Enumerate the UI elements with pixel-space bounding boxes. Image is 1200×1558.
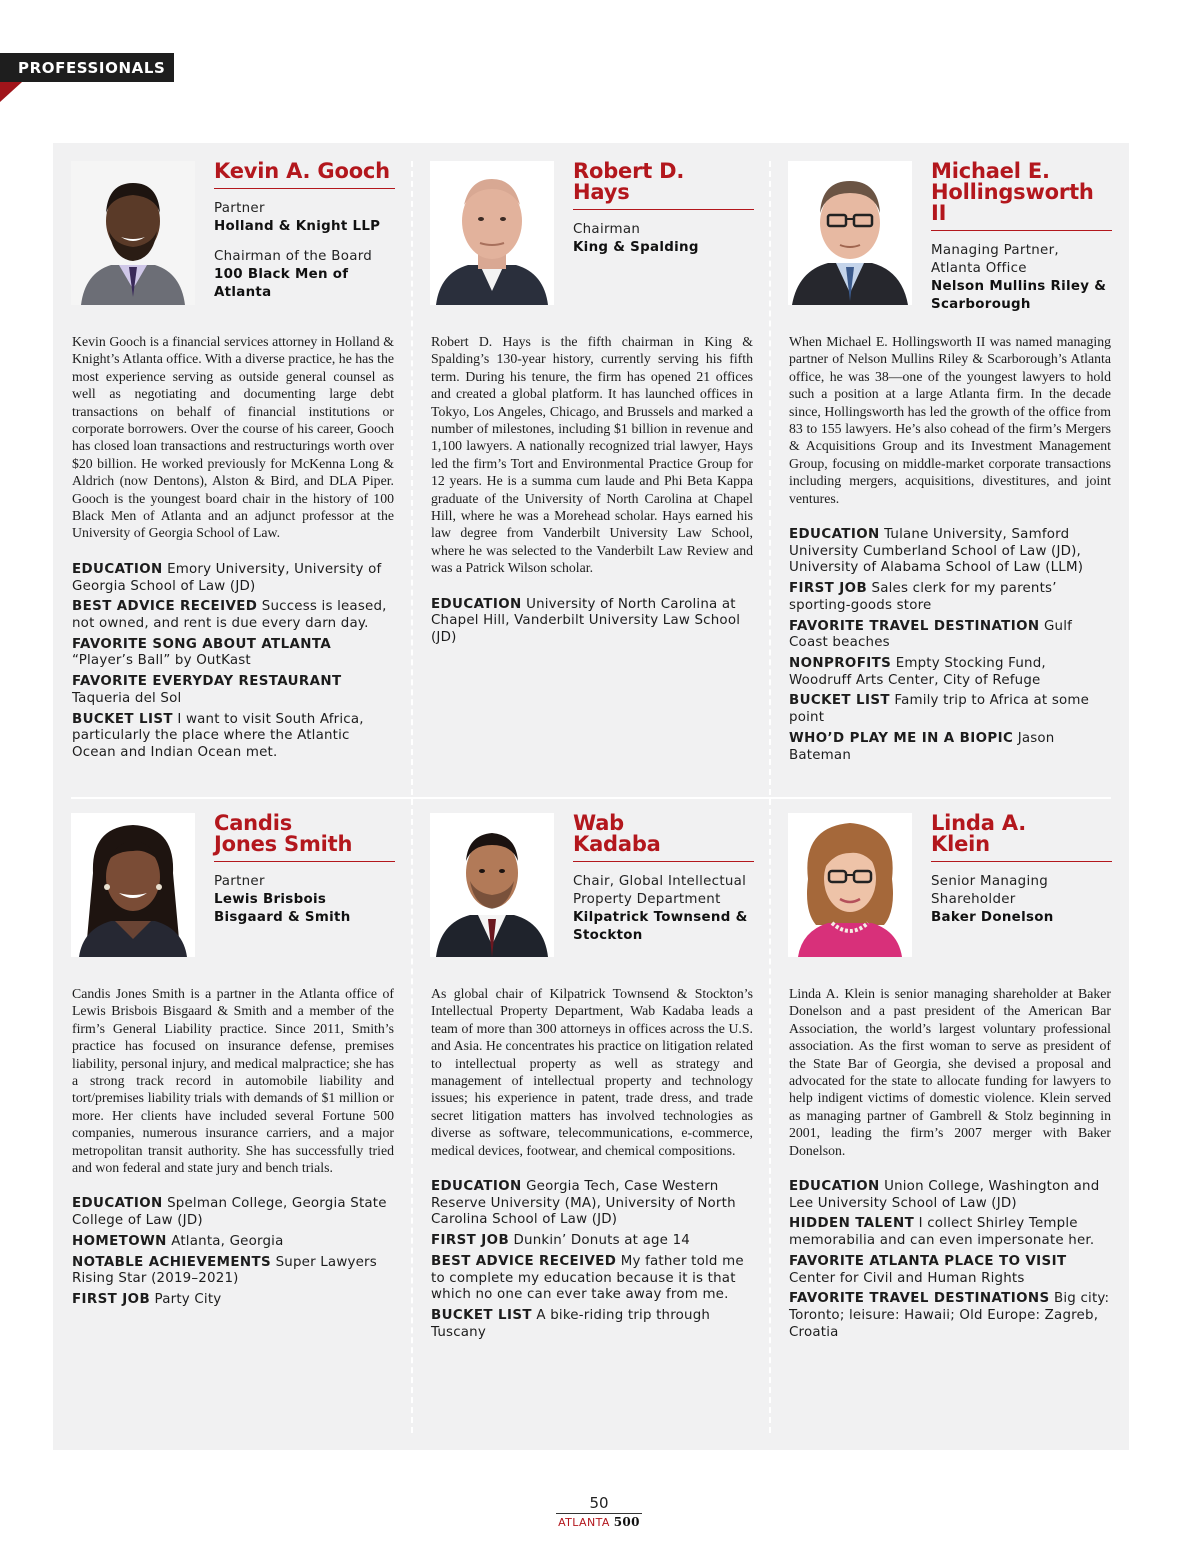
role-organization: King & Spalding [573, 240, 699, 255]
person-roles [573, 873, 754, 945]
fact-item [72, 562, 394, 595]
fact-item [72, 1234, 394, 1251]
role-organization: 100 Black Men of Atlanta [214, 267, 349, 300]
fact-value: I collect Shirley Temple memorabilia and can even impersonate her. [789, 1216, 1095, 1249]
fact-label: NONPROFITS [789, 655, 892, 671]
bio-text: When Michael E. Hollingsworth II was named managing partner of Nelson Mullins Riley & Scarborough’s Atlanta office, he was 38—one of the youngest lawyers to hold such a position at a large Atlanta firm. In the decade since, Hollingsworth has led the growth of the office from 83 to 155 lawyers. He’s also cohead of the firm’s Mergers & Acquisitions Group and its Investment Management Group, focusing on middle-market corporate transactions including mergers, acquisitions, divestitures, and joint ventures. [789, 334, 1111, 506]
fact-label: BEST ADVICE RECEIVED [431, 1253, 617, 1269]
fact-item [431, 597, 753, 647]
section-label: PROFESSIONALS [0, 53, 174, 82]
row-divider [71, 797, 1111, 799]
fact-item [72, 1255, 394, 1288]
fact-value: Dunkin’ Donuts at age 14 [513, 1233, 691, 1249]
fact-value: My father told me to complete my education because it is that which no one can ever take away from me. [431, 1253, 744, 1303]
person-name-line: Jones Smith [214, 832, 353, 856]
brand-text: ATLANTA [558, 1516, 610, 1529]
role-organization: Baker Donelson [931, 910, 1054, 925]
fact-value: Empty Stocking Fund, Woodruff Arts Center, City of Refuge [789, 655, 1046, 688]
fact-label: HOMETOWN [72, 1233, 167, 1249]
fact-item [72, 599, 394, 632]
fact-value: Union College, Washington and Lee University School of Law (JD) [789, 1179, 1100, 1211]
person-roles [931, 873, 1112, 927]
profile-bio [789, 333, 1111, 768]
profile-header [214, 813, 395, 927]
brand-number: 500 [613, 1515, 640, 1529]
headshot-photo [71, 813, 195, 957]
headshot-photo [788, 813, 912, 957]
fact-value: Big city: Toronto; leisure: Hawaii; Old Europe: Zagreb, Croatia [789, 1291, 1110, 1340]
role-title: Partner [214, 874, 265, 889]
fact-item [789, 731, 1111, 764]
fact-label: FIRST JOB [789, 581, 868, 597]
fact-value: Party City [154, 1291, 222, 1307]
fact-value: Georgia Tech, Case Western Reserve University (MA), University of North Carolina School of Law (JD) [431, 1179, 736, 1228]
role-organization: Lewis Brisbois Bisgaard & Smith [214, 892, 351, 925]
fact-item [789, 1179, 1111, 1212]
person-name-line: Wab [573, 811, 625, 835]
fact-value: Sales clerk for my parents’ sporting-goods store [789, 581, 1057, 613]
fact-item [789, 1254, 1111, 1287]
person-name-line: Klein [931, 832, 990, 856]
role-title: Partner [214, 201, 265, 216]
bio-text: As global chair of Kilpatrick Townsend & Stockton’s Intellectual Property Department, Wab Kadaba leads a team of more than 300 attorneys in offices across the U.S. and Asia. He concentrates his practice on litigation related to intellectual property as well as strategy and management of intellectual property and technology issues; his experience in patent, trade dress, and trade secret litigation matters has involved technologies as diverse as software, telecommunications, e-commerce, medical devices, footwear, and chemical compositions. [431, 986, 753, 1158]
fact-value: Success is leased, not owned, and rent is due every darn day. [72, 599, 387, 631]
role-organization: Kilpatrick Townsend & Stockton [573, 910, 748, 943]
fact-value: Emory University, University of Georgia School of Law (JD) [72, 561, 382, 594]
fact-label: EDUCATION [72, 1196, 163, 1212]
person-roles [931, 242, 1112, 314]
headshot-photo [430, 161, 554, 305]
headshot-photo [788, 161, 912, 305]
page-footer [556, 1494, 642, 1529]
fact-label: HIDDEN TALENT [789, 1216, 915, 1232]
profile-header [214, 161, 395, 302]
profile-bio [431, 985, 753, 1345]
fact-item [789, 656, 1111, 689]
person-name-line: Hollingsworth II [931, 180, 1094, 225]
fact-value: Family trip to Africa at some point [789, 693, 1090, 726]
person-name-line: Candis [214, 811, 293, 835]
fact-label: EDUCATION [431, 596, 522, 612]
bio-text: Linda A. Klein is senior managing shareholder at Baker Donelson and a past president of the American Bar Association, the world’s largest voluntary professional association. As the first woman to serve as president of the State Bar of Georgia, she devised a proposal and advocated for the state to allocate funding for lawyers to help indigent victims of domestic violence. Klein served as managing partner of Gambrell & Stolz beginning in 2001, leading the firm’s 2007 merger with Baker Donelson. [789, 986, 1111, 1158]
profile-bio [431, 333, 753, 651]
fact-label: BUCKET LIST [789, 693, 890, 709]
person-name-line: Michael E. [931, 159, 1050, 183]
profile-facts [789, 527, 1111, 764]
fact-label: BUCKET LIST [72, 711, 173, 727]
role-organization: Nelson Mullins Riley & Scarborough [931, 279, 1107, 312]
fact-item [789, 1216, 1111, 1249]
person-roles [214, 200, 395, 302]
fact-value: Super Lawyers Rising Star (2019–2021) [72, 1254, 377, 1287]
fact-item [72, 712, 394, 762]
fact-value: Gulf Coast beaches [789, 618, 1073, 651]
fact-label: FAVORITE EVERYDAY RESTAURANT [72, 674, 342, 690]
role-title: Senior Managing Shareholder [931, 874, 1049, 907]
person-name-line: Linda A. [931, 811, 1027, 835]
fact-label: FAVORITE TRAVEL DESTINATIONS [789, 1291, 1050, 1307]
person-roles [214, 873, 395, 927]
fact-item [789, 1291, 1111, 1341]
fact-label: EDUCATION [431, 1179, 522, 1195]
profile-header [931, 161, 1112, 314]
person-name-line: Kadaba [573, 832, 661, 856]
role-title: Chairman [573, 222, 641, 237]
person-name [931, 161, 1112, 231]
headshot-photo [430, 813, 554, 957]
bio-text: Robert D. Hays is the fifth chairman in King & Spalding’s 130-year history, currently serving his fifth term. During his tenure, the firm has opened 21 offices and created a global platform. It has launched offices in Tokyo, Los Angeles, Chicago, and Brussels and marked a number of milestones, including $1 billion in revenue and 1,100 lawyers. A nationally recognized trial lawyer, Hays led the firm’s Tort and Environmental Practice Group for 12 years. He is a summa cum laude and Phi Beta Kappa graduate of the University of North Carolina at Chapel Hill, where he was a Morehead scholar. Hays earned his law degree from Vanderbilt University Law School, where he was selected to the Vanderbilt Law Review and was a Patrick Wilson scholar. [431, 334, 753, 576]
fact-value: Tulane University, Samford University Cumberland School of Law (JD), University of Alabama School of Law (LLM) [789, 527, 1084, 576]
fact-value: I want to visit South Africa, particularly the place where the Atlantic Ocean and Indian Ocean met. [72, 711, 364, 760]
role-title: Managing Partner, Atlanta Office [931, 243, 1059, 276]
fact-label: BEST ADVICE RECEIVED [72, 599, 258, 615]
profile-header [573, 161, 754, 257]
bio-text: Kevin Gooch is a financial services attorney in Holland & Knight’s Atlanta office. With a diverse practice, he has the most experience serving as outside general counsel as well as negotiating and documenting large debt transactions on behalf of financial institutions or corporate borrowers. Over the course of his career, Gooch has closed loan transactions and restructurings worth over $20 billion. He worked previously for McKenna Long & Aldrich (now Dentons), Alston & Bird, and DLA Piper. Gooch is the youngest board chair in the history of 100 Black Men of Atlanta and an adjunct professor at the University of Georgia School of Law. [72, 334, 394, 541]
profile-facts [72, 562, 394, 762]
fact-label: EDUCATION [789, 1179, 880, 1195]
fact-item [72, 637, 394, 670]
fact-value: Spelman College, Georgia State College of Law (JD) [72, 1196, 387, 1229]
role-title: Chair, Global Intellectual Property Department [573, 874, 747, 907]
role-organization: Holland & Knight LLP [214, 219, 381, 234]
fact-item [789, 619, 1111, 652]
person-name [573, 813, 754, 862]
profile-header [931, 813, 1112, 927]
fact-item [431, 1308, 753, 1341]
fact-item [431, 1254, 753, 1304]
fact-item [789, 581, 1111, 614]
bio-text: Candis Jones Smith is a partner in the Atlanta office of Lewis Brisbois Bisgaard & Smith and a member of the firm’s General Liability practice. Since 2011, Smith’s practice has focused on insurance defense, premises liability, personal injury, and medical malpractice; she has a strong track record in automobile liability and tort/premises liability trials with demands of $1 million or more. Her clients have included several Fortune 500 companies, numerous insurance carriers, and a major metropolitan transit authority. She has successfully tried and won federal and state jury and bench trials. [72, 986, 394, 1176]
profile-facts [789, 1179, 1111, 1341]
profile-bio [72, 333, 394, 766]
fact-label: BUCKET LIST [431, 1307, 532, 1323]
profile-bio [72, 985, 394, 1313]
fact-label: FAVORITE ATLANTA PLACE TO VISIT [789, 1253, 1067, 1269]
fact-value: “Player’s Ball” by OutKast [72, 653, 251, 669]
fact-label: FIRST JOB [431, 1233, 510, 1249]
fact-item [789, 527, 1111, 577]
person-name [214, 161, 395, 189]
person-name [214, 813, 395, 862]
headshot-photo [71, 161, 195, 305]
person-name-line: Robert D. [573, 159, 685, 183]
fact-label: FAVORITE TRAVEL DESTINATION [789, 618, 1040, 634]
fact-label: FIRST JOB [72, 1291, 151, 1307]
fact-label: NOTABLE ACHIEVEMENTS [72, 1254, 272, 1270]
fact-value: A bike-riding trip through Tuscany [431, 1307, 711, 1340]
fact-value: Taqueria del Sol [72, 690, 182, 706]
profile-facts [431, 597, 753, 647]
fact-value: Atlanta, Georgia [171, 1233, 284, 1249]
fact-item [72, 1196, 394, 1229]
person-name [931, 813, 1112, 862]
person-roles [573, 221, 754, 257]
profile-facts [72, 1196, 394, 1308]
fact-item [431, 1179, 753, 1229]
fact-item [431, 1233, 753, 1250]
page-number: 50 [556, 1494, 642, 1514]
fact-item [789, 693, 1111, 726]
person-name [573, 161, 754, 210]
fact-label: EDUCATION [789, 527, 880, 543]
fact-label: EDUCATION [72, 561, 163, 577]
publication-brand [556, 1515, 642, 1529]
fact-value: Center for Civil and Human Rights [789, 1270, 1025, 1286]
fact-item [72, 1292, 394, 1309]
role-title: Chairman of the Board [214, 249, 373, 264]
fact-value: University of North Carolina at Chapel Hill, Vanderbilt University Law School (JD) [431, 596, 741, 646]
profile-header [573, 813, 754, 945]
fact-value: Jason Bateman [789, 730, 1055, 763]
fact-label: WHO’D PLAY ME IN A BIOPIC [789, 730, 1014, 746]
profile-bio [789, 985, 1111, 1345]
fact-item [72, 674, 394, 707]
person-name-line: Hays [573, 180, 630, 204]
person-name-line: Kevin A. Gooch [214, 159, 390, 183]
section-label-accent [0, 82, 22, 102]
profile-facts [431, 1179, 753, 1341]
fact-label: FAVORITE SONG ABOUT ATLANTA [72, 636, 332, 652]
